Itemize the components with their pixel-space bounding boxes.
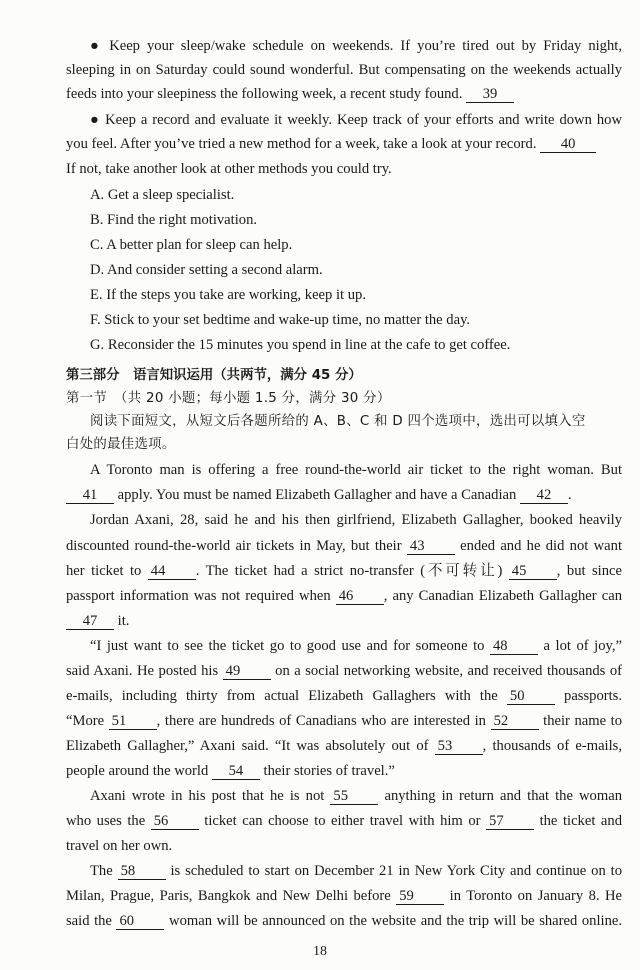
answer-blank-51[interactable]: 51	[109, 714, 157, 730]
answer-blank-46[interactable]: 46	[336, 589, 384, 605]
passage-p2-line-5: 47 it.	[66, 612, 622, 630]
passage-p3-line-4: “More 51 , there are hundreds of Canadians who are interested in 52 their name to	[66, 713, 622, 729]
option-f: F. Stick to your set bedtime and wake-up time, no matter the day.	[90, 312, 471, 328]
bullet-1-line-1: ● Keep your sleep/wake schedule on weekends. If you’re tired out by Friday night,	[90, 38, 622, 54]
answer-blank-59[interactable]: 59	[396, 889, 444, 905]
answer-blank-47[interactable]: 47	[66, 614, 114, 630]
answer-blank-41[interactable]: 41	[66, 488, 114, 504]
answer-blank-57[interactable]: 57	[486, 814, 534, 830]
passage-p4-line-1: Axani wrote in his post that he is not 55 anything in return and that the woman	[90, 788, 622, 804]
answer-blank-44[interactable]: 44	[148, 564, 196, 580]
option-b: B. Find the right motivation.	[90, 212, 258, 228]
page-number: 18	[313, 944, 327, 959]
passage-p2-line-2: discounted round-the-world air tickets in May, but their 43 ended and he did not want	[66, 538, 622, 554]
answer-blank-50[interactable]: 50	[507, 689, 555, 705]
bullet-icon: ●	[90, 112, 101, 128]
option-d: D. And consider setting a second alarm.	[90, 262, 323, 278]
passage-p1-line-1: A Toronto man is offering a free round-the-world air ticket to the right woman. But	[90, 462, 622, 478]
answer-blank-56[interactable]: 56	[151, 814, 199, 830]
option-e: E. If the steps you take are working, keep it up.	[90, 287, 366, 303]
instructions-line-2: 白处的最佳选项。	[66, 437, 176, 452]
answer-blank-55[interactable]: 55	[330, 789, 378, 805]
answer-blank-45[interactable]: 45	[509, 564, 557, 580]
subsection-title: 第一节 （共 20 小题；每小题 1.5 分，满分 30 分）	[66, 391, 391, 406]
passage-p3-line-3: e-mails, including thirty from actual Elizabeth Gallaghers with the 50 passports.	[66, 688, 622, 704]
passage-p1-line-2: 41 apply. You must be named Elizabeth Gallagher and have a Canadian 42 .	[66, 486, 622, 504]
option-c: C. A better plan for sleep can help.	[90, 237, 293, 253]
passage-p5-line-2: Milan, Prague, Paris, Bangkok and New Delhi before 59 in Toronto on January 8. He	[66, 888, 623, 904]
passage-p3-line-2: said Axani. He posted his 49 on a social networking website, and received thousands of	[66, 663, 622, 679]
option-g: G. Reconsider the 15 minutes you spend in line at the cafe to get coffee.	[90, 337, 511, 353]
passage-p5-line-1: The 58 is scheduled to start on December 21 in New York City and continue on to	[90, 863, 622, 879]
bullet-2-line-3: If not, take another look at other methods you could try.	[66, 161, 392, 177]
bullet-1-line-3: feeds into your sleepiness the following week, a recent study found. 39	[66, 85, 622, 103]
part-title: 第三部分 语言知识运用（共两节，满分 45 分）	[66, 368, 362, 383]
answer-blank-48[interactable]: 48	[490, 639, 538, 655]
answer-blank-42[interactable]: 42	[520, 488, 568, 504]
answer-blank-52[interactable]: 52	[491, 714, 539, 730]
option-a: A. Get a sleep specialist.	[90, 187, 235, 203]
answer-blank-54[interactable]: 54	[212, 764, 260, 780]
passage-p3-line-1: “I just want to see the ticket go to good use and for someone to 48 a lot of joy,”	[90, 638, 622, 654]
passage-p3-line-6: people around the world 54 their stories of travel.”	[66, 763, 395, 779]
bullet-2-line-2: you feel. After you’ve tried a new method for a week, take a look at your record. 40	[66, 135, 622, 153]
answer-blank-49[interactable]: 49	[223, 664, 271, 680]
passage-p2-line-4: passport information was not required when 46 , any Canadian Elizabeth Gallagher can	[66, 588, 622, 604]
answer-blank-39[interactable]: 39	[466, 87, 514, 103]
answer-blank-53[interactable]: 53	[435, 739, 483, 755]
answer-blank-43[interactable]: 43	[407, 539, 455, 555]
passage-p2-line-1: Jordan Axani, 28, said he and his then girlfriend, Elizabeth Gallagher, booked heavily	[90, 512, 622, 528]
answer-blank-40[interactable]: 40	[540, 137, 596, 153]
passage-p4-line-3: travel on her own.	[66, 838, 173, 854]
bullet-1-line-2: sleeping in on Saturday could sound wonderful. But compensating on the weekends actually	[66, 62, 622, 78]
bullet-2-line-1: ● Keep a record and evaluate it weekly. Keep track of your efforts and write down how	[90, 112, 622, 128]
passage-p2-line-3: her ticket to 44 . The ticket had a strict no-transfer (不可转让) 45 , but since	[66, 563, 622, 579]
answer-blank-58[interactable]: 58	[118, 864, 166, 880]
passage-p5-line-3: said the 60 woman will be announced on the website and the trip will be shared online.	[66, 913, 622, 929]
instructions-line-1: 阅读下面短文，从短文后各题所给的 A、B、C 和 D 四个选项中，选出可以填入空	[90, 414, 586, 429]
answer-blank-60[interactable]: 60	[116, 914, 164, 930]
passage-p3-line-5: Elizabeth Gallagher,” Axani said. “It was absolutely out of 53 , thousands of e-mails,	[66, 738, 622, 754]
passage-p4-line-2: who uses the 56 ticket can choose to either travel with him or 57 the ticket and	[66, 813, 622, 829]
bullet-icon: ●	[90, 38, 103, 54]
